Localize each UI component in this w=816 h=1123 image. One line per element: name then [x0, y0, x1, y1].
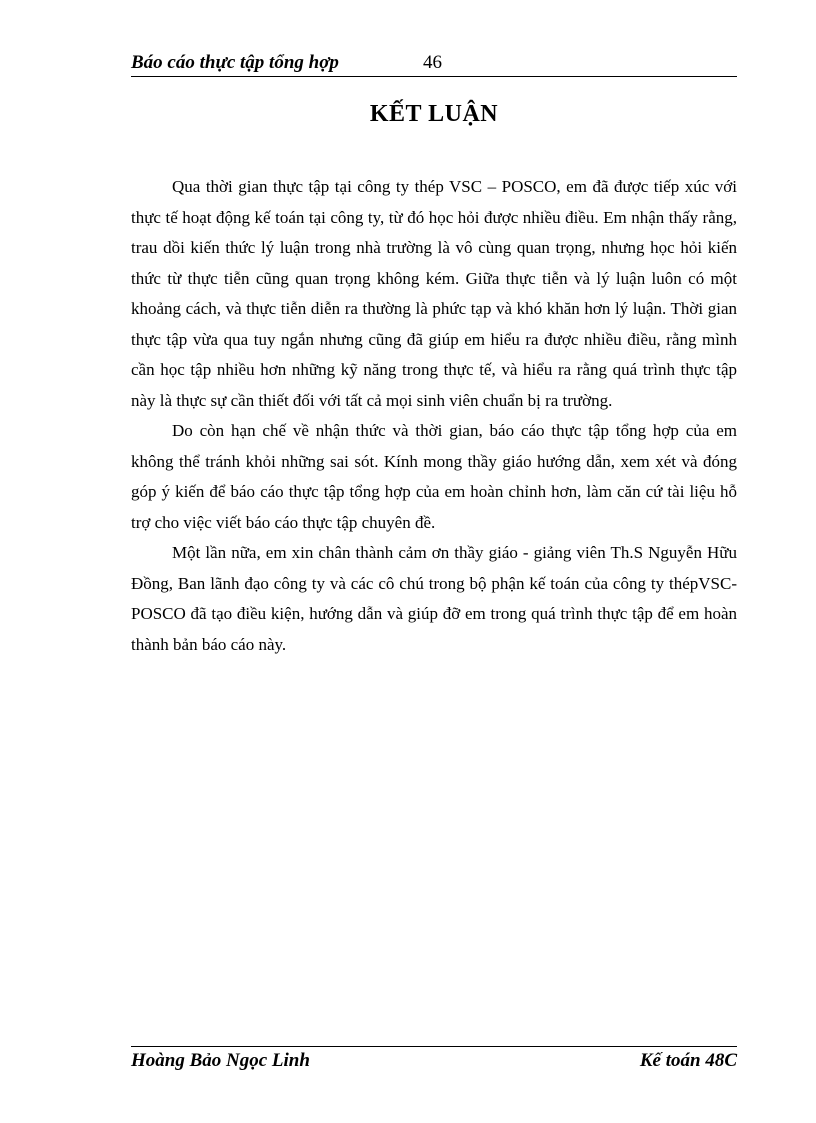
- footer-divider: [131, 1046, 737, 1047]
- page-header: [131, 50, 737, 76]
- paragraph-3: Một lần nữa, em xin chân thành cảm ơn thầy giáo - giảng viên Th.S Nguyễn Hữu Đồng, Ban lãnh đạo công ty và các cô chú trong bộ phận kế toán của công ty thépVSC-POSCO đã tạo điều kiện, hướng dẫn và giúp đỡ em trong quá trình thực tập để em hoàn thành bản báo cáo này.: [131, 543, 737, 654]
- paragraph-1: Qua thời gian thực tập tại công ty thép VSC – POSCO, em đã được tiếp xúc với thực tế hoạt động kế toán tại công ty, từ đó học hỏi được nhiều điều. Em nhận thấy rằng, trau dồi kiến thức lý luận trong nhà trường là vô cùng quan trọng, nhưng học hỏi kiến thức từ thực tiễn cũng quan trọng không kém. Giữa thực tiễn và lý luận luôn có một khoảng cách, và thực tiễn diễn ra thường là phức tạp và khó khăn hơn lý luận. Thời gian thực tập vừa qua tuy ngắn nhưng cũng đã giúp em hiểu ra được nhiều điều, rằng mình cần học tập nhiều hơn những kỹ năng trong thực tế, và hiểu ra rằng quá trình thực tập này là thực sự cần thiết đối với tất cả mọi sinh viên chuẩn bị ra trường.: [131, 177, 737, 410]
- document-body: [131, 172, 737, 660]
- header-divider: [131, 76, 737, 77]
- section-heading: KẾT LUẬN: [369, 101, 499, 127]
- paragraph-2: Do còn hạn chế về nhận thức và thời gian, báo cáo thực tập tổng hợp của em không thể tránh khỏi những sai sót. Kính mong thầy giáo hướng dẫn, xem xét và đóng góp ý kiến để báo cáo thực tập tổng hợp của em hoàn chỉnh hơn, làm căn cứ tài liệu hỗ trợ cho việc viết báo cáo thực tập chuyên đề.: [131, 421, 737, 532]
- footer-author: Hoàng Bảo Ngọc Linh: [131, 1050, 310, 1071]
- header-title: Báo cáo thực tập tổng hợp: [131, 52, 339, 73]
- footer-class: Kế toán 48C: [639, 1050, 737, 1071]
- page-footer: [131, 1050, 737, 1076]
- page-number: 46: [423, 52, 442, 73]
